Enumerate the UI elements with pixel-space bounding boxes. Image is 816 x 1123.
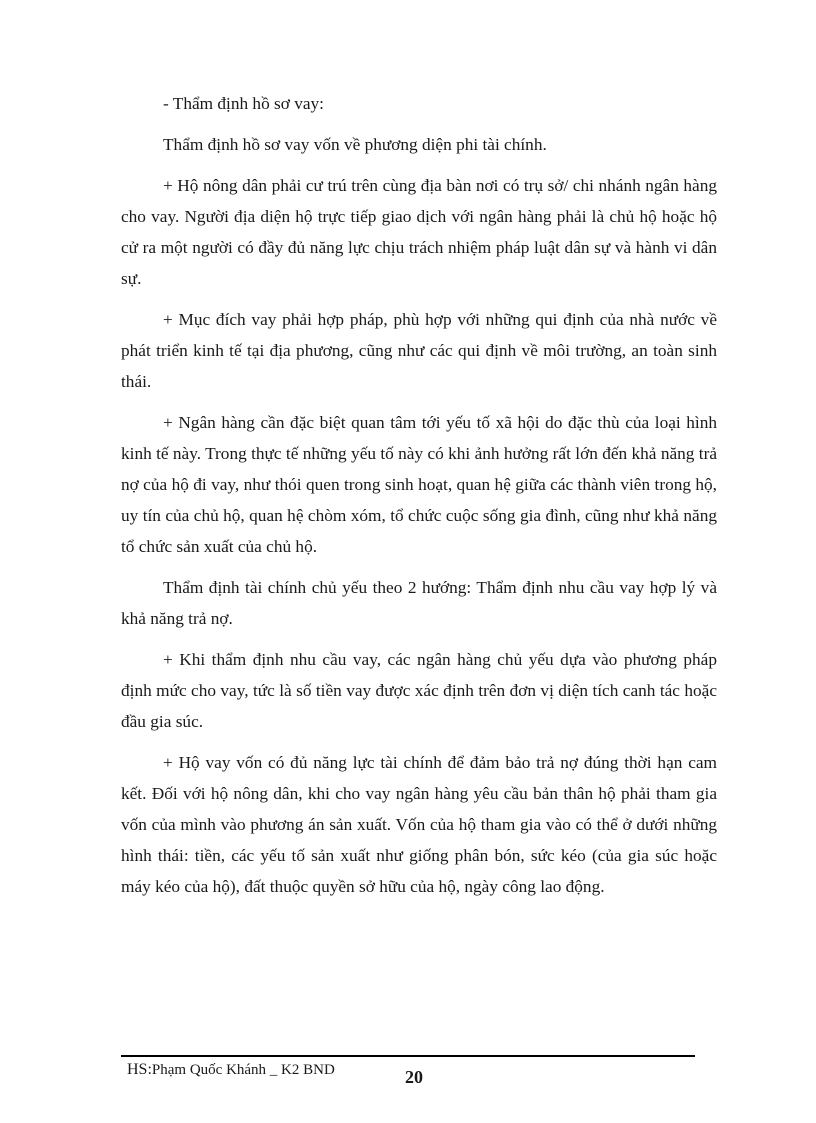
paragraph: + Ngân hàng cần đặc biệt quan tâm tới yếu tố xã hội do đặc thù của loại hình kinh tế này. Trong thực tế những yếu tố này có khi ảnh hưởng rất lớn đến khả năng trả nợ của hộ đi vay, như thói quen trong sinh hoạt, quan hệ giữa các thành viên trong hộ, uy tín của chủ hộ, quan hệ chòm xóm, tổ chức cuộc sống gia đình, cũng như khả năng tổ chức sản xuất của chủ hộ.	[121, 413, 717, 556]
paragraph: + Hộ vay vốn có đủ năng lực tài chính để đảm bảo trả nợ đúng thời hạn cam kết. Đối với hộ nông dân, khi cho vay ngân hàng yêu cầu bản thân hộ phải tham gia vốn của mình vào phương án sản xuất. Vốn của hộ tham gia vào có thể ở dưới những hình thái: tiền, các yếu tố sản xuất như giống phân bón, sức kéo (của gia súc hoặc máy kéo của hộ), đất thuộc quyền sở hữu của hộ, ngày công lao động.	[121, 753, 717, 896]
paragraph: - Thẩm định hồ sơ vay:	[163, 94, 324, 113]
footer-author-label: HS:	[127, 1061, 152, 1078]
paragraph: + Mục đích vay phải hợp pháp, phù hợp với những qui định của nhà nước về phát triển kinh tế tại địa phương, cũng như các qui định về môi trường, an toàn sinh thái.	[121, 310, 717, 391]
paragraph: Thẩm định tài chính chủ yếu theo 2 hướng: Thẩm định nhu cầu vay hợp lý và khả năng trả nợ.	[121, 578, 717, 628]
document-body	[121, 88, 717, 902]
paragraph: Thẩm định hồ sơ vay vốn về phương diện phi tài chính.	[163, 135, 547, 154]
footer-author	[127, 1061, 335, 1079]
footer-divider	[121, 1055, 695, 1057]
footer-author-name: Phạm Quốc Khánh _ K2 BND	[151, 1062, 335, 1078]
paragraph: + Hộ nông dân phải cư trú trên cùng địa bàn nơi có trụ sở/ chi nhánh ngân hàng cho vay. Người địa diện hộ trực tiếp giao dịch với ngân hàng phải là chủ hộ hoặc hộ cử ra một người có đầy đủ năng lực chịu trách nhiệm pháp luật dân sự và hành vi dân sự.	[121, 176, 717, 288]
page-number: 20	[405, 1067, 423, 1087]
paragraph: + Khi thẩm định nhu cầu vay, các ngân hàng chủ yếu dựa vào phương pháp định mức cho vay, tức là số tiền vay được xác định trên đơn vị diện tích canh tác hoặc đầu gia súc.	[121, 650, 717, 731]
